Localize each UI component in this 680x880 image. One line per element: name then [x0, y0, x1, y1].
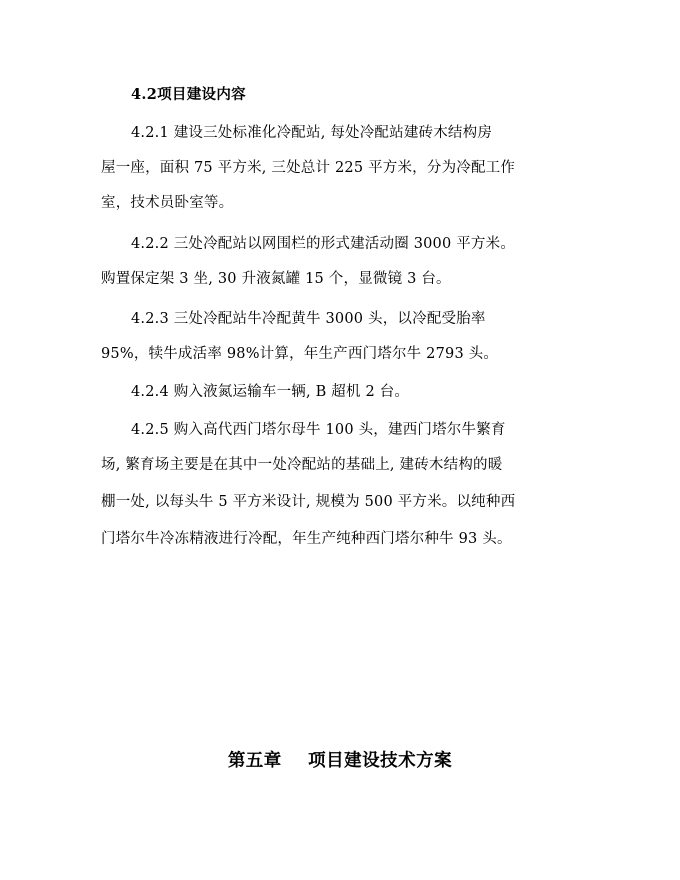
- paragraph-4-2-1-line-3: 室，技术员卧室等。: [101, 195, 234, 211]
- paragraph-4-2-1-line-2: 屋一座，面积 75 平方米, 三处总计 225 平方米，分为冷配工作: [101, 160, 516, 176]
- paragraph-4-2-5-line-4: 门塔尔牛冷冻精液进行冷配，年生产纯种西门塔尔种牛 93 头。: [101, 531, 512, 547]
- paragraph-4-2-3-line-1: 4.2.3 三处冷配站牛冷配黄牛 3000 头，以冷配受胎率: [131, 311, 486, 327]
- paragraph-4-2-5-line-2: 场, 繁育场主要是在其中一处冷配站的基础上, 建砖木结构的暖: [101, 457, 503, 473]
- paragraph-4-2-4-line-1: 4.2.4 购入液氮运输车一辆, B 超机 2 台。: [131, 384, 410, 400]
- paragraph-4-2-5-line-3: 棚一处, 以每头牛 5 平方米设计, 规模为 500 平方米。以纯种西: [101, 494, 516, 510]
- paragraph-4-2-3-line-2: 95%，犊牛成活率 98%计算，年生产西门塔尔牛 2793 头。: [101, 346, 499, 362]
- chapter-title: 第五章 项目建设技术方案: [227, 751, 453, 771]
- paragraph-4-2-2-line-2: 购置保定架 3 坐, 30 升液氮罐 15 个，显微镜 3 台。: [101, 271, 451, 287]
- section-heading: 4.2项目建设内容: [131, 86, 246, 103]
- paragraph-4-2-1-line-1: 4.2.1 建设三处标准化冷配站, 每处冷配站建砖木结构房: [131, 125, 493, 141]
- paragraph-4-2-2-line-1: 4.2.2 三处冷配站以网围栏的形式建活动圈 3000 平方米。: [131, 236, 516, 252]
- paragraph-4-2-5-line-1: 4.2.5 购入高代西门塔尔母牛 100 头，建西门塔尔牛繁育: [131, 422, 506, 438]
